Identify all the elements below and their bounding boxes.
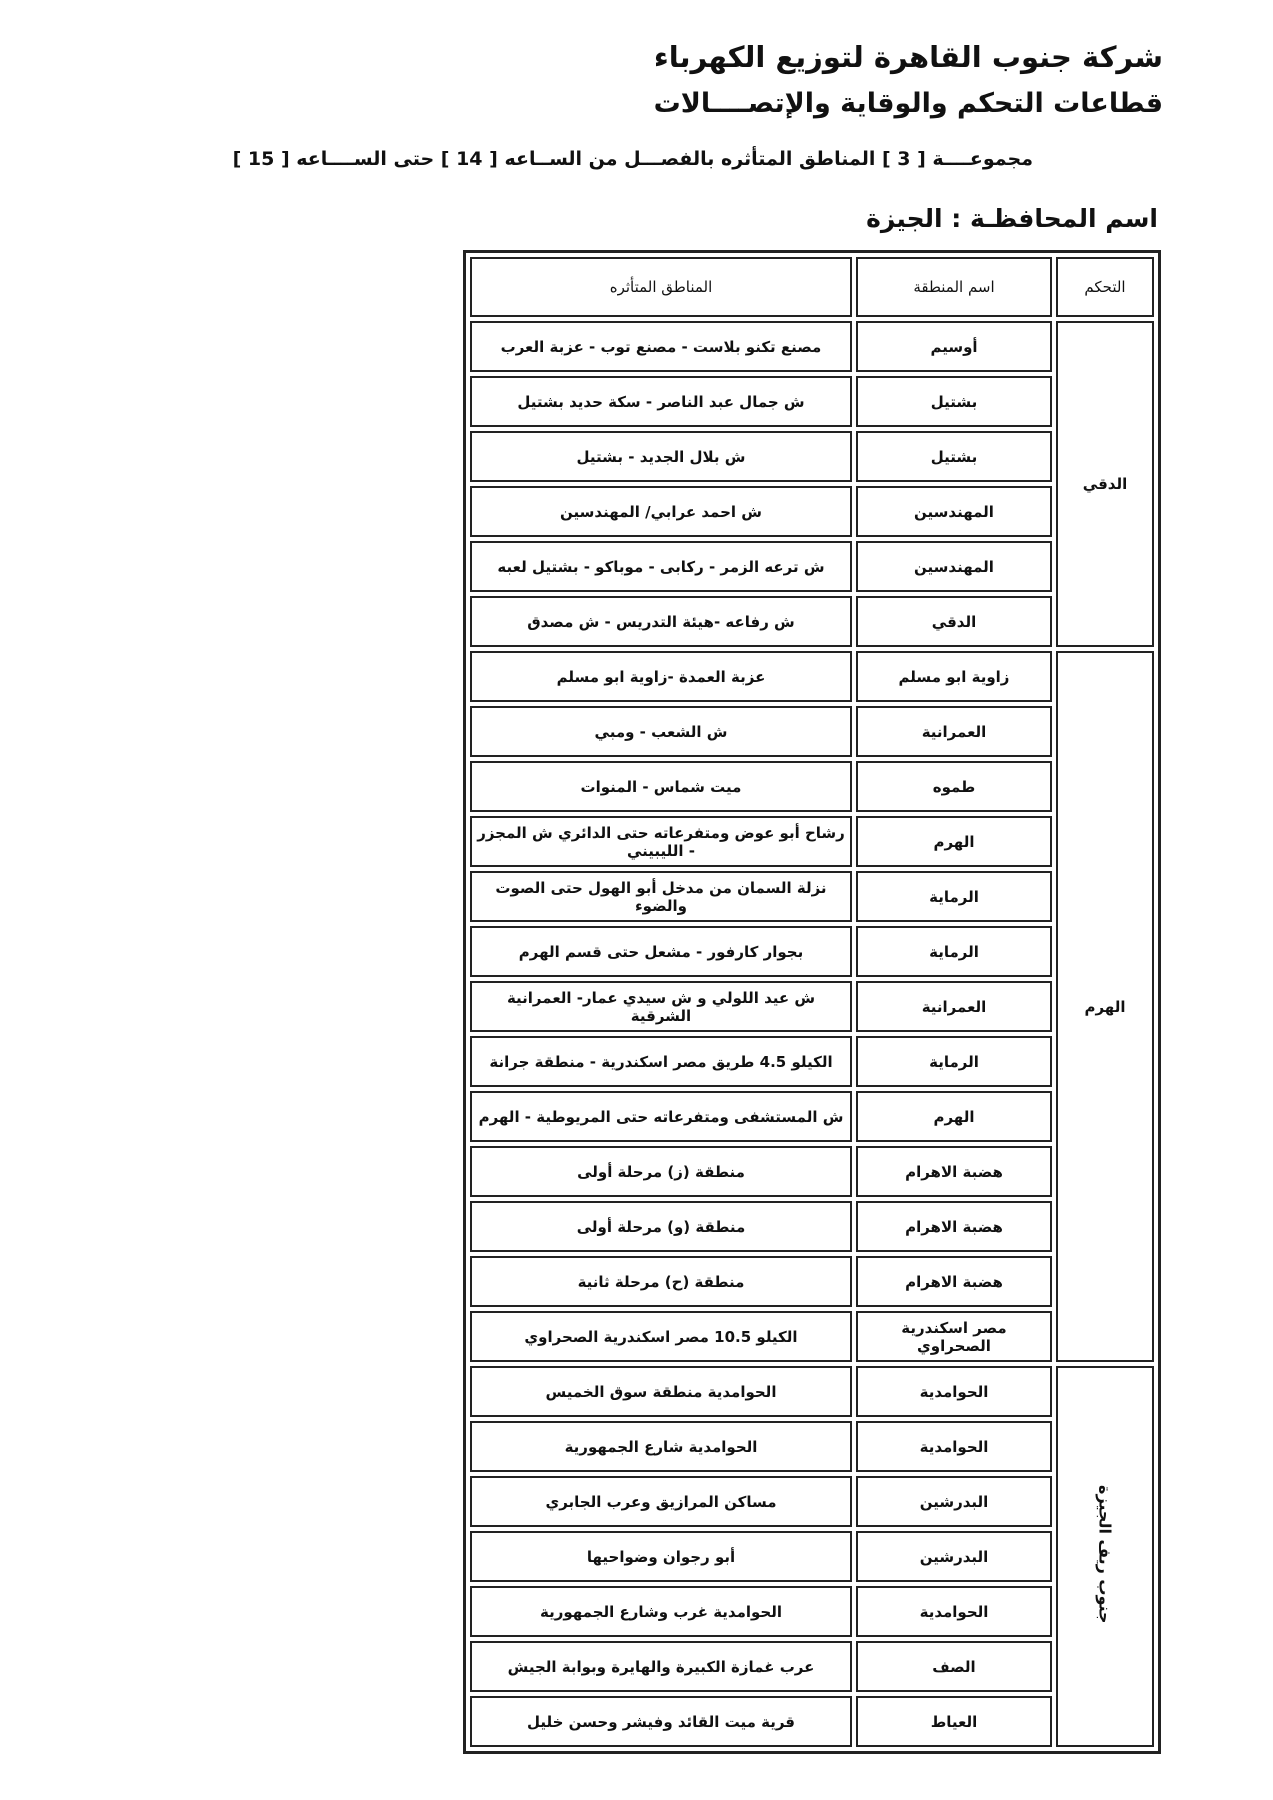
area-name-cell: الرماية — [856, 871, 1052, 922]
area-name-cell: بشتيل — [856, 431, 1052, 482]
table-row — [470, 321, 1154, 372]
affected-areas-cell: ش احمد عرابي/ المهندسين — [470, 486, 852, 537]
area-name-cell: الحوامدية — [856, 1366, 1052, 1417]
table-header-row — [470, 257, 1154, 317]
affected-areas-cell: عرب غمازة الكبيرة والهايرة وبوابة الجيش — [470, 1641, 852, 1692]
affected-areas-cell: ش جمال عبد الناصر - سكة حديد بشتيل — [470, 376, 852, 427]
area-name-cell: الدقي — [856, 596, 1052, 647]
affected-areas-cell: الكيلو 10.5 مصر اسكندرية الصحراوي — [470, 1311, 852, 1362]
table-row — [470, 1531, 1154, 1582]
area-name-cell: البدرشين — [856, 1531, 1052, 1582]
area-name-cell: أوسيم — [856, 321, 1052, 372]
table-row — [470, 981, 1154, 1032]
area-name-cell: طموه — [856, 761, 1052, 812]
area-name-cell: هضبة الاهرام — [856, 1201, 1052, 1252]
affected-areas-cell: منطقة (و) مرحلة أولى — [470, 1201, 852, 1252]
table-row — [470, 376, 1154, 427]
table-row — [470, 486, 1154, 537]
table-row — [470, 1201, 1154, 1252]
area-name-cell: الرماية — [856, 926, 1052, 977]
control-center-label: جنوب ريف الجيزة — [1095, 1485, 1115, 1624]
area-name-cell: الهرم — [856, 1091, 1052, 1142]
affected-areas-table — [463, 250, 1161, 1754]
area-name-cell: زاوية ابو مسلم — [856, 651, 1052, 702]
area-name-cell: الحوامدية — [856, 1586, 1052, 1637]
control-center-cell — [1056, 651, 1154, 1362]
table-row — [470, 761, 1154, 812]
table-row — [470, 1311, 1154, 1362]
table-row — [470, 1256, 1154, 1307]
area-name-cell: العياط — [856, 1696, 1052, 1747]
table-row — [470, 706, 1154, 757]
table-row — [470, 871, 1154, 922]
area-name-cell: البدرشين — [856, 1476, 1052, 1527]
affected-areas-cell: بجوار كارفور - مشعل حتى قسم الهرم — [470, 926, 852, 977]
affected-areas-cell: رشاح أبو عوض ومتفرعاته حتى الدائري ش المجزر - الليبيني — [470, 816, 852, 867]
affected-areas-cell: ش عيد اللولي و ش سيدي عمار- العمرانية الشرقية — [470, 981, 852, 1032]
group-time-line: مجموعــــة [ 3 ] المناطق المتأثره بالفصـــل من الســاعه [ 14 ] حتى الســــاعه [ 15 ] — [232, 148, 1033, 170]
company-title: شركة جنوب القاهرة لتوزيع الكهرباء — [653, 40, 1163, 74]
control-center-label: الدقي — [1082, 475, 1128, 493]
header-control: التحكم — [1056, 257, 1154, 317]
area-name-cell: الحوامدية — [856, 1421, 1052, 1472]
header-area-name: اسم المنطقة — [856, 257, 1052, 317]
table-row — [470, 1696, 1154, 1747]
governorate-label: اسم المحافظـة : الجيزة — [866, 204, 1158, 233]
affected-areas-cell: قرية ميت القائد وفيشر وحسن خليل — [470, 1696, 852, 1747]
table-row — [470, 541, 1154, 592]
affected-areas-cell: ش المستشفى ومتفرعاته حتى المريوطية - الهرم — [470, 1091, 852, 1142]
table-row — [470, 1586, 1154, 1637]
affected-areas-cell: ميت شماس - المنوات — [470, 761, 852, 812]
control-center-label: الهرم — [1084, 997, 1126, 1016]
area-name-cell: هضبة الاهرام — [856, 1146, 1052, 1197]
affected-areas-cell: عزبة العمدة -زاوية ابو مسلم — [470, 651, 852, 702]
affected-areas-cell: الحوامدية منطقة سوق الخميس — [470, 1366, 852, 1417]
table-row — [470, 1091, 1154, 1142]
affected-areas-cell: ش الشعب - ومبي — [470, 706, 852, 757]
table-row — [470, 816, 1154, 867]
affected-areas-cell: الحوامدية غرب وشارع الجمهورية — [470, 1586, 852, 1637]
affected-areas-cell: ش ترعه الزمر - ركابى - موباكو - بشتيل لعبه — [470, 541, 852, 592]
area-name-cell: الرماية — [856, 1036, 1052, 1087]
area-name-cell: الصف — [856, 1641, 1052, 1692]
affected-areas-cell: ش بلال الجديد - بشتيل — [470, 431, 852, 482]
table-row — [470, 431, 1154, 482]
table-row — [470, 1146, 1154, 1197]
table-row — [470, 1641, 1154, 1692]
table-row — [470, 926, 1154, 977]
affected-areas-cell: مساكن المرازيق وعرب الجابري — [470, 1476, 852, 1527]
table-row — [470, 651, 1154, 702]
affected-areas-cell: الكيلو 4.5 طريق مصر اسكندرية - منطقة جرانة — [470, 1036, 852, 1087]
area-name-cell: الهرم — [856, 816, 1052, 867]
table-body — [470, 321, 1154, 1747]
affected-areas-cell: أبو رجوان وضواحيها — [470, 1531, 852, 1582]
affected-areas-cell: نزلة السمان من مدخل أبو الهول حتى الصوت والضوء — [470, 871, 852, 922]
area-name-cell: العمرانية — [856, 706, 1052, 757]
affected-areas-cell: ش رفاعه -هيئة التدريس - ش مصدق — [470, 596, 852, 647]
control-center-cell — [1056, 1366, 1154, 1747]
affected-areas-cell: منطقة (ح) مرحلة ثانية — [470, 1256, 852, 1307]
affected-areas-cell: منطقة (ز) مرحلة أولى — [470, 1146, 852, 1197]
area-name-cell: المهندسين — [856, 541, 1052, 592]
table-row — [470, 1036, 1154, 1087]
sector-title: قطاعات التحكم والوقاية والإتصــــالات — [653, 88, 1163, 119]
area-name-cell: هضبة الاهرام — [856, 1256, 1052, 1307]
header-affected-areas: المناطق المتأثره — [470, 257, 852, 317]
table-row — [470, 596, 1154, 647]
affected-areas-cell: الحوامدية شارع الجمهورية — [470, 1421, 852, 1472]
area-name-cell: المهندسين — [856, 486, 1052, 537]
table-row — [470, 1421, 1154, 1472]
table-row — [470, 1366, 1154, 1417]
area-name-cell: بشتيل — [856, 376, 1052, 427]
area-name-cell: العمرانية — [856, 981, 1052, 1032]
affected-areas-cell: مصنع تكنو بلاست - مصنع توب - عزبة العرب — [470, 321, 852, 372]
table-row — [470, 1476, 1154, 1527]
affected-areas-table-container — [463, 250, 1161, 1754]
area-name-cell: مصر اسكندرية الصحراوي — [856, 1311, 1052, 1362]
control-center-cell — [1056, 321, 1154, 647]
